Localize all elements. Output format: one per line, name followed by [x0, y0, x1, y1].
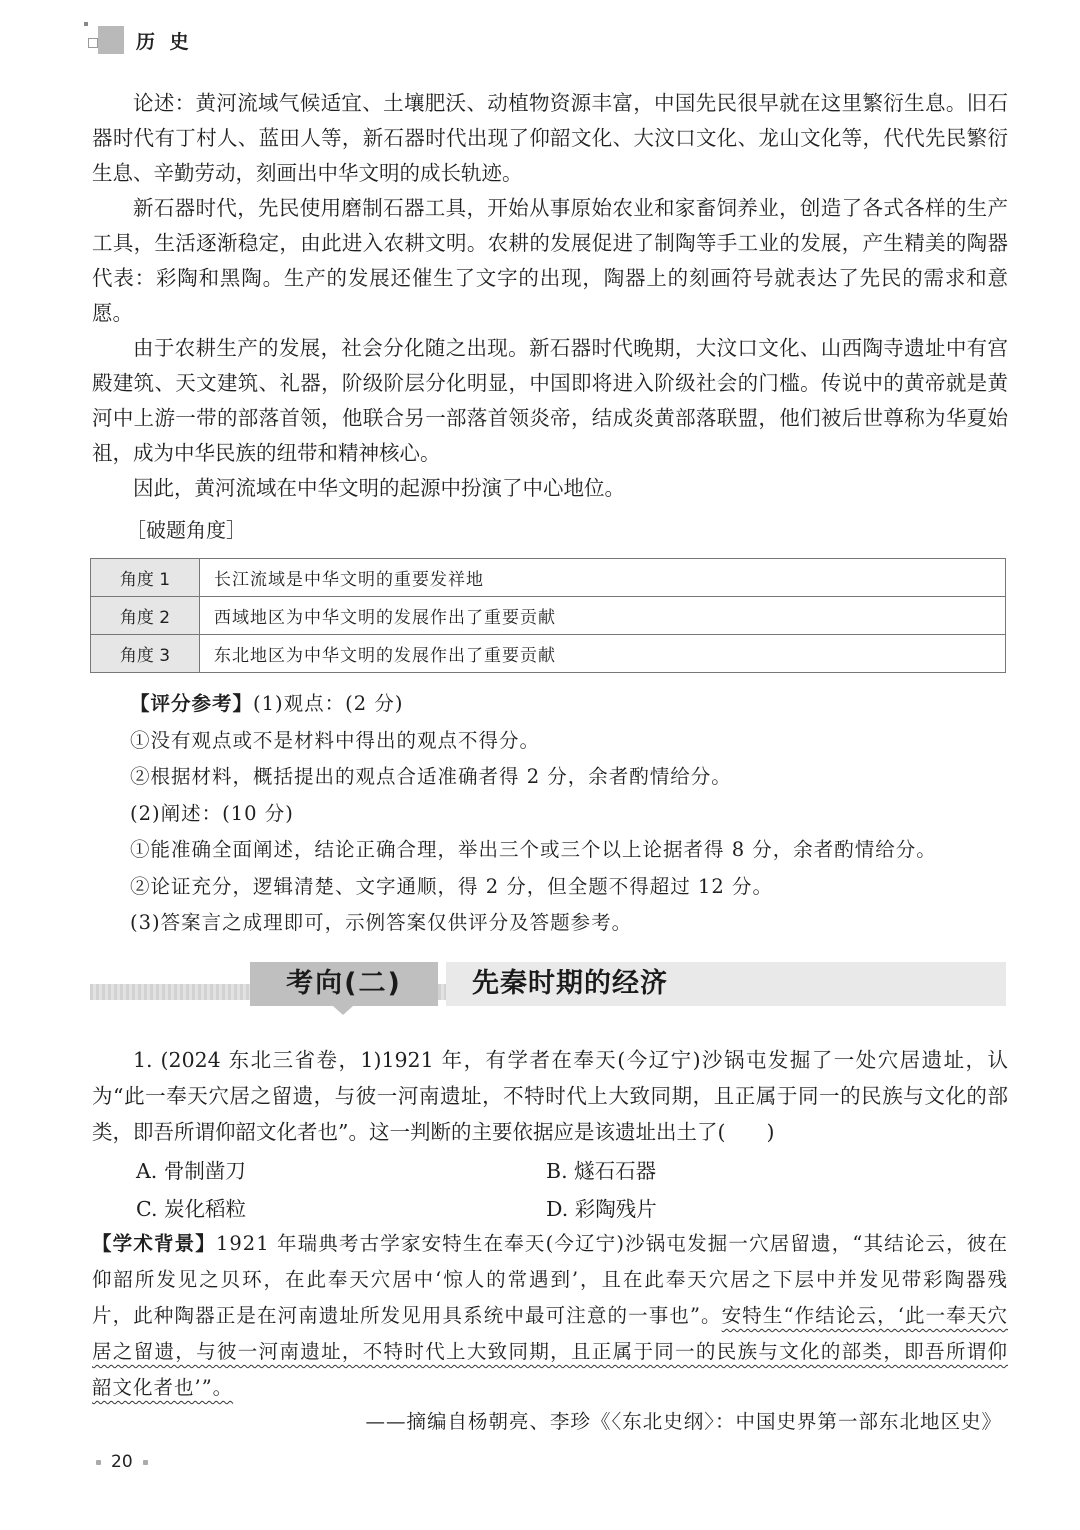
source-citation: ——摘编自杨朝亮、李珍《〈东北史纲〉：中国史界第一部东北地区史》	[365, 1410, 1002, 1433]
question-stem: 1. (2024 东北三省卷，1)1921 年，有学者在奉天(今辽宁)沙锅屯发掘了一处穴居遗址，认为“此一奉天穴居之留遗，与彼一河南遗址，不特时代上大致同期，且正属于同一的民族与文化的部类，即吾所谓仰韶文化者也”。这一判断的主要依据应是该遗址出土了( )	[92, 1048, 1008, 1144]
angles-table	[90, 558, 1006, 673]
angle-value: 东北地区为中华文明的发展作出了重要贡献	[200, 635, 1006, 673]
scoring-line: (3)答案言之成理即可，示例答案仅供评分及答题参考。	[130, 911, 633, 934]
scoring-line: ①能准确全面阐述，结论正确合理，举出三个或三个以上论据者得 8 分，余者酌情给分。	[130, 838, 937, 861]
option-b: B. 燧石石器	[546, 1159, 657, 1183]
essay-paragraph: 论述：黄河流域气候适宜、土壤肥沃、动植物资源丰富，中国先民很早就在这里繁衍生息。旧石器时代有丁村人、蓝田人等，新石器时代出现了仰韶文化、大汶口文化、龙山文化等，代代先民繁衍生息、辛勤劳动，刻画出中华文明的成长轨迹。	[92, 91, 1008, 185]
table-row	[91, 559, 1006, 597]
background-text: 1921 年瑞典考古学家安特生在奉天(今辽宁)沙锅屯发掘一穴居留遗，“其结论云，彼在仰韶所发见之贝环，在此奉天穴居中‘惊人的常遇到’，且在此奉天穴居之下层中并发见带彩陶器残片，此种陶器正是在河南遗址所发见用具系统中最可注意的一事也”。	[92, 1232, 1008, 1327]
angle-value: 长江流域是中华文明的重要发祥地	[200, 559, 1006, 597]
table-row	[91, 635, 1006, 673]
academic-background	[92, 1226, 1008, 1406]
angle-key: 角度 2	[91, 597, 200, 635]
essay-paragraph: 由于农耕生产的发展，社会分化随之出现。新石器时代晚期，大汶口文化、山西陶寺遗址中有宫殿建筑、天文建筑、礼器，阶级阶层分化明显，中国即将进入阶级社会的门槛。传说中的黄帝就是黄河中上游一带的部落首领，他联合另一部落首领炎帝，结成炎黄部落联盟，他们被后世尊称为华夏始祖，成为中华民族的纽带和精神核心。	[92, 336, 1008, 465]
section-banner	[90, 958, 1006, 1014]
table-row	[91, 597, 1006, 635]
scoring-label: 【评分参考】	[130, 692, 254, 715]
background-underlined: 安特生“作结论云，‘此一奉天穴居之留遗，与彼一河南遗址，不特时代上大致同期，且正属于同一的民族与文化的部类，即吾所谓仰韶文化者也’”。	[92, 1304, 1008, 1399]
section-number: 考向(二)	[250, 962, 438, 1006]
scoring-reference	[130, 686, 1010, 942]
option-d: D. 彩陶残片	[546, 1197, 657, 1221]
option-c: C. 炭化稻粒	[136, 1197, 246, 1221]
essay-body	[92, 86, 1008, 506]
scoring-line: (2)阐述：(10 分)	[130, 801, 294, 825]
question-block	[92, 1042, 1008, 1150]
option-a: A. 骨制凿刀	[136, 1159, 246, 1183]
angle-key: 角度 3	[91, 635, 200, 673]
scoring-line: ①没有观点或不是材料中得出的观点不得分。	[130, 728, 541, 752]
header-logo-icon	[80, 24, 126, 56]
subject-title: 历 史	[136, 30, 193, 53]
scoring-line: ②根据材料，概括提出的观点合适准确者得 2 分，余者酌情给分。	[130, 765, 732, 788]
scoring-line: ②论证充分，逻辑清楚、文字通顺，得 2 分，但全题不得超过 12 分。	[130, 874, 774, 898]
essay-paragraph: 因此，黄河流域在中华文明的起源中扮演了中心地位。	[133, 476, 625, 500]
page-number: 20	[111, 1452, 133, 1472]
angles-label: ［破题角度］	[126, 518, 246, 542]
banner-notch	[333, 1006, 353, 1015]
page-footer	[86, 1450, 158, 1474]
angle-value: 西域地区为中华文明的发展作出了重要贡献	[200, 597, 1006, 635]
angle-key: 角度 1	[91, 559, 200, 597]
footer-dot-icon	[143, 1460, 148, 1465]
footer-dot-icon	[96, 1460, 101, 1465]
page-header	[80, 22, 193, 58]
background-label: 【学术背景】	[92, 1232, 216, 1255]
scoring-line: 【评分参考】(1)观点：(2 分)	[130, 692, 404, 715]
answer-options	[136, 1152, 996, 1228]
section-title: 先秦时期的经济	[446, 962, 1006, 1006]
essay-paragraph: 新石器时代，先民使用磨制石器工具，开始从事原始农业和家畜饲养业，创造了各式各样的生产工具，生活逐渐稳定，由此进入农耕文明。农耕的发展促进了制陶等手工业的发展，产生精美的陶器代表：彩陶和黑陶。生产的发展还催生了文字的出现，陶器上的刻画符号就表达了先民的需求和意愿。	[92, 196, 1008, 325]
